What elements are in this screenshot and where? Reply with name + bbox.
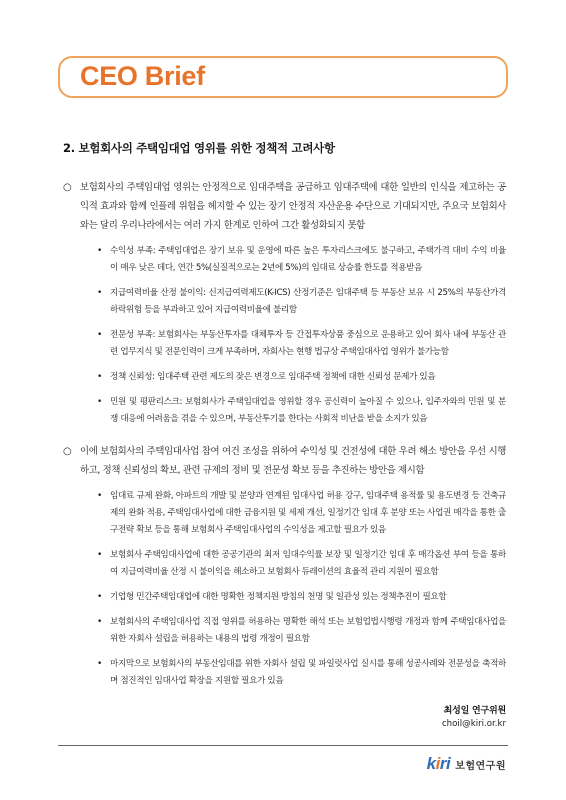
logo-text: 보험연구원 [455, 760, 506, 772]
sub-item-text: 지급여력비율 산정 불이익: 신지급여력제도(K-ICS) 산정기준은 임대주택 등 부동산 보유 시 25%의 부동산가격 하락위험 등을 부과하고 있어 지급여력비율에 불리함 [110, 288, 506, 315]
circle-bullet-icon: ○ [63, 446, 72, 457]
sub-item-text: 정책 신뢰성: 임대주택 관련 제도의 잦은 변경으로 임대주택 정책에 대한 신뢰성 문제가 있음 [110, 372, 436, 382]
logo-mark-k: k [426, 754, 436, 773]
dot-bullet-icon: • [97, 397, 102, 407]
sub-item-text: 수익성 부족: 주택임대업은 장기 보유 및 운영에 따른 높은 투자리스크에도 불구하고, 주택가격 대비 수익 비율이 매우 낮은 데다, 연간 5%(실질적으로는 2년에 5%)의 임대료 상승률 한도를 적용받음 [110, 246, 506, 273]
kiri-logo-icon [427, 754, 451, 774]
dot-bullet-icon: • [97, 659, 102, 669]
ceo-brief-title: CEO Brief [80, 61, 205, 91]
sub-item [80, 589, 506, 606]
dot-bullet-icon: • [97, 592, 102, 602]
sub-item [80, 243, 506, 277]
sub-item [80, 547, 506, 581]
sub-item-text: 보험회사 주택임대사업에 대한 공공기관의 최저 임대수익률 보장 및 일정기간 임대 후 매각옵션 부여 등을 통하여 지급여력비율 산정 시 불이익을 해소하고 보험회사 듀레이션의 효율적 관리 지원이 필요함 [110, 550, 506, 577]
sub-item-text: 임대료 규제 완화, 아파트의 개발 및 분양과 연계된 임대사업 허용 강구, 임대주택 용적률 및 용도변경 등 건축규제의 완화 적용, 주택임대사업에 대한 금융지원 및 세제 개선, 일정기간 임대 후 분양 또는 사업권 매각을 통한 출구전략 확보 등을 통해 보험회사 주택임대사업의 수익성을 제고할 필요가 있음 [110, 491, 506, 535]
sub-item-text: 보험회사의 주택임대사업 직접 영위를 허용하는 명확한 해석 또는 보험업법시행령 개정과 함께 주택임대사업을 위한 자회사 설립을 허용하는 내용의 법령 개정이 필요함 [110, 617, 506, 644]
main-item-2 [63, 442, 506, 690]
main-item-text: 보험회사의 주택임대업 영위는 안정적으로 임대주택을 공급하고 임대주택에 대한 일반의 인식을 제고하는 공익적 효과와 함께 인플레 위험을 헤지할 수 있는 장기 안정적 자산운용 수단으로 기대되지만, 주요국 보험회사와는 달리 우리나라에서는 여러 가지 한계로 인하여 그간 활성화되지 못함 [80, 182, 506, 231]
circle-bullet-icon: ○ [63, 182, 72, 193]
footer-divider [58, 745, 508, 746]
sub-item [80, 285, 506, 319]
main-content [63, 178, 506, 690]
dot-bullet-icon: • [97, 491, 102, 501]
author-name: 최성일 연구위원 [443, 706, 506, 716]
ceo-brief-header-box [58, 56, 508, 98]
main-item-1 [63, 178, 506, 428]
sub-item [80, 369, 506, 386]
sub-list [80, 243, 506, 428]
dot-bullet-icon: • [97, 330, 102, 340]
sub-item [80, 394, 506, 428]
dot-bullet-icon: • [97, 246, 102, 256]
sub-item [80, 327, 506, 361]
main-item-text: 이에 보험회사의 주택임대사업 참여 여건 조성을 위하여 수익성 및 건전성에 대한 우려 해소 방안을 우선 시행하고, 정책 신뢰성의 확보, 관련 규제의 정비 및 전문성 확보 등을 추진하는 방안을 제시함 [80, 446, 506, 476]
dot-bullet-icon: • [97, 372, 102, 382]
author-email: choil@kiri.or.kr [441, 719, 506, 729]
sub-item [80, 656, 506, 690]
sub-item [80, 488, 506, 539]
sub-item [80, 614, 506, 648]
dot-bullet-icon: • [97, 288, 102, 298]
dot-bullet-icon: • [97, 550, 102, 560]
section-title: 2. 보험회사의 주택임대업 영위를 위한 정책적 고려사항 [63, 141, 335, 155]
sub-list [80, 488, 506, 690]
logo-mark-i: i [435, 754, 440, 773]
sub-item-text: 전문성 부족: 보험회사는 부동산투자를 대체투자 등 간접투자상품 중심으로 운용하고 있어 회사 내에 부동산 관련 업무지식 및 전문인력이 크게 부족하며, 자회사는 현행 법규상 주택임대사업 영위가 불가능함 [110, 330, 506, 357]
dot-bullet-icon: • [97, 617, 102, 627]
sub-item-text: 기업형 민간주택임대업에 대한 명확한 정책지원 방침의 천명 및 일관성 있는 정책추진이 필요함 [110, 592, 447, 602]
sub-item-text: 마지막으로 보험회사의 부동산임대를 위한 자회사 설립 및 파일럿사업 실시를 통해 성공사례와 전문성을 축적하며 점진적인 임대사업 확장을 지원할 필요가 있음 [110, 659, 506, 686]
logo-mark-ri: ri [439, 754, 451, 773]
sub-item-text: 민원 및 평판리스크: 보험회사가 주택임대업을 영위할 경우 공신력이 높아질 수 있으나, 입주자와의 민원 및 분쟁 대응에 어려움을 겪을 수 있으며, 부동산투기를 한다는 사회적 비난을 받을 소지가 있음 [110, 397, 506, 424]
kiri-logo [427, 755, 506, 773]
